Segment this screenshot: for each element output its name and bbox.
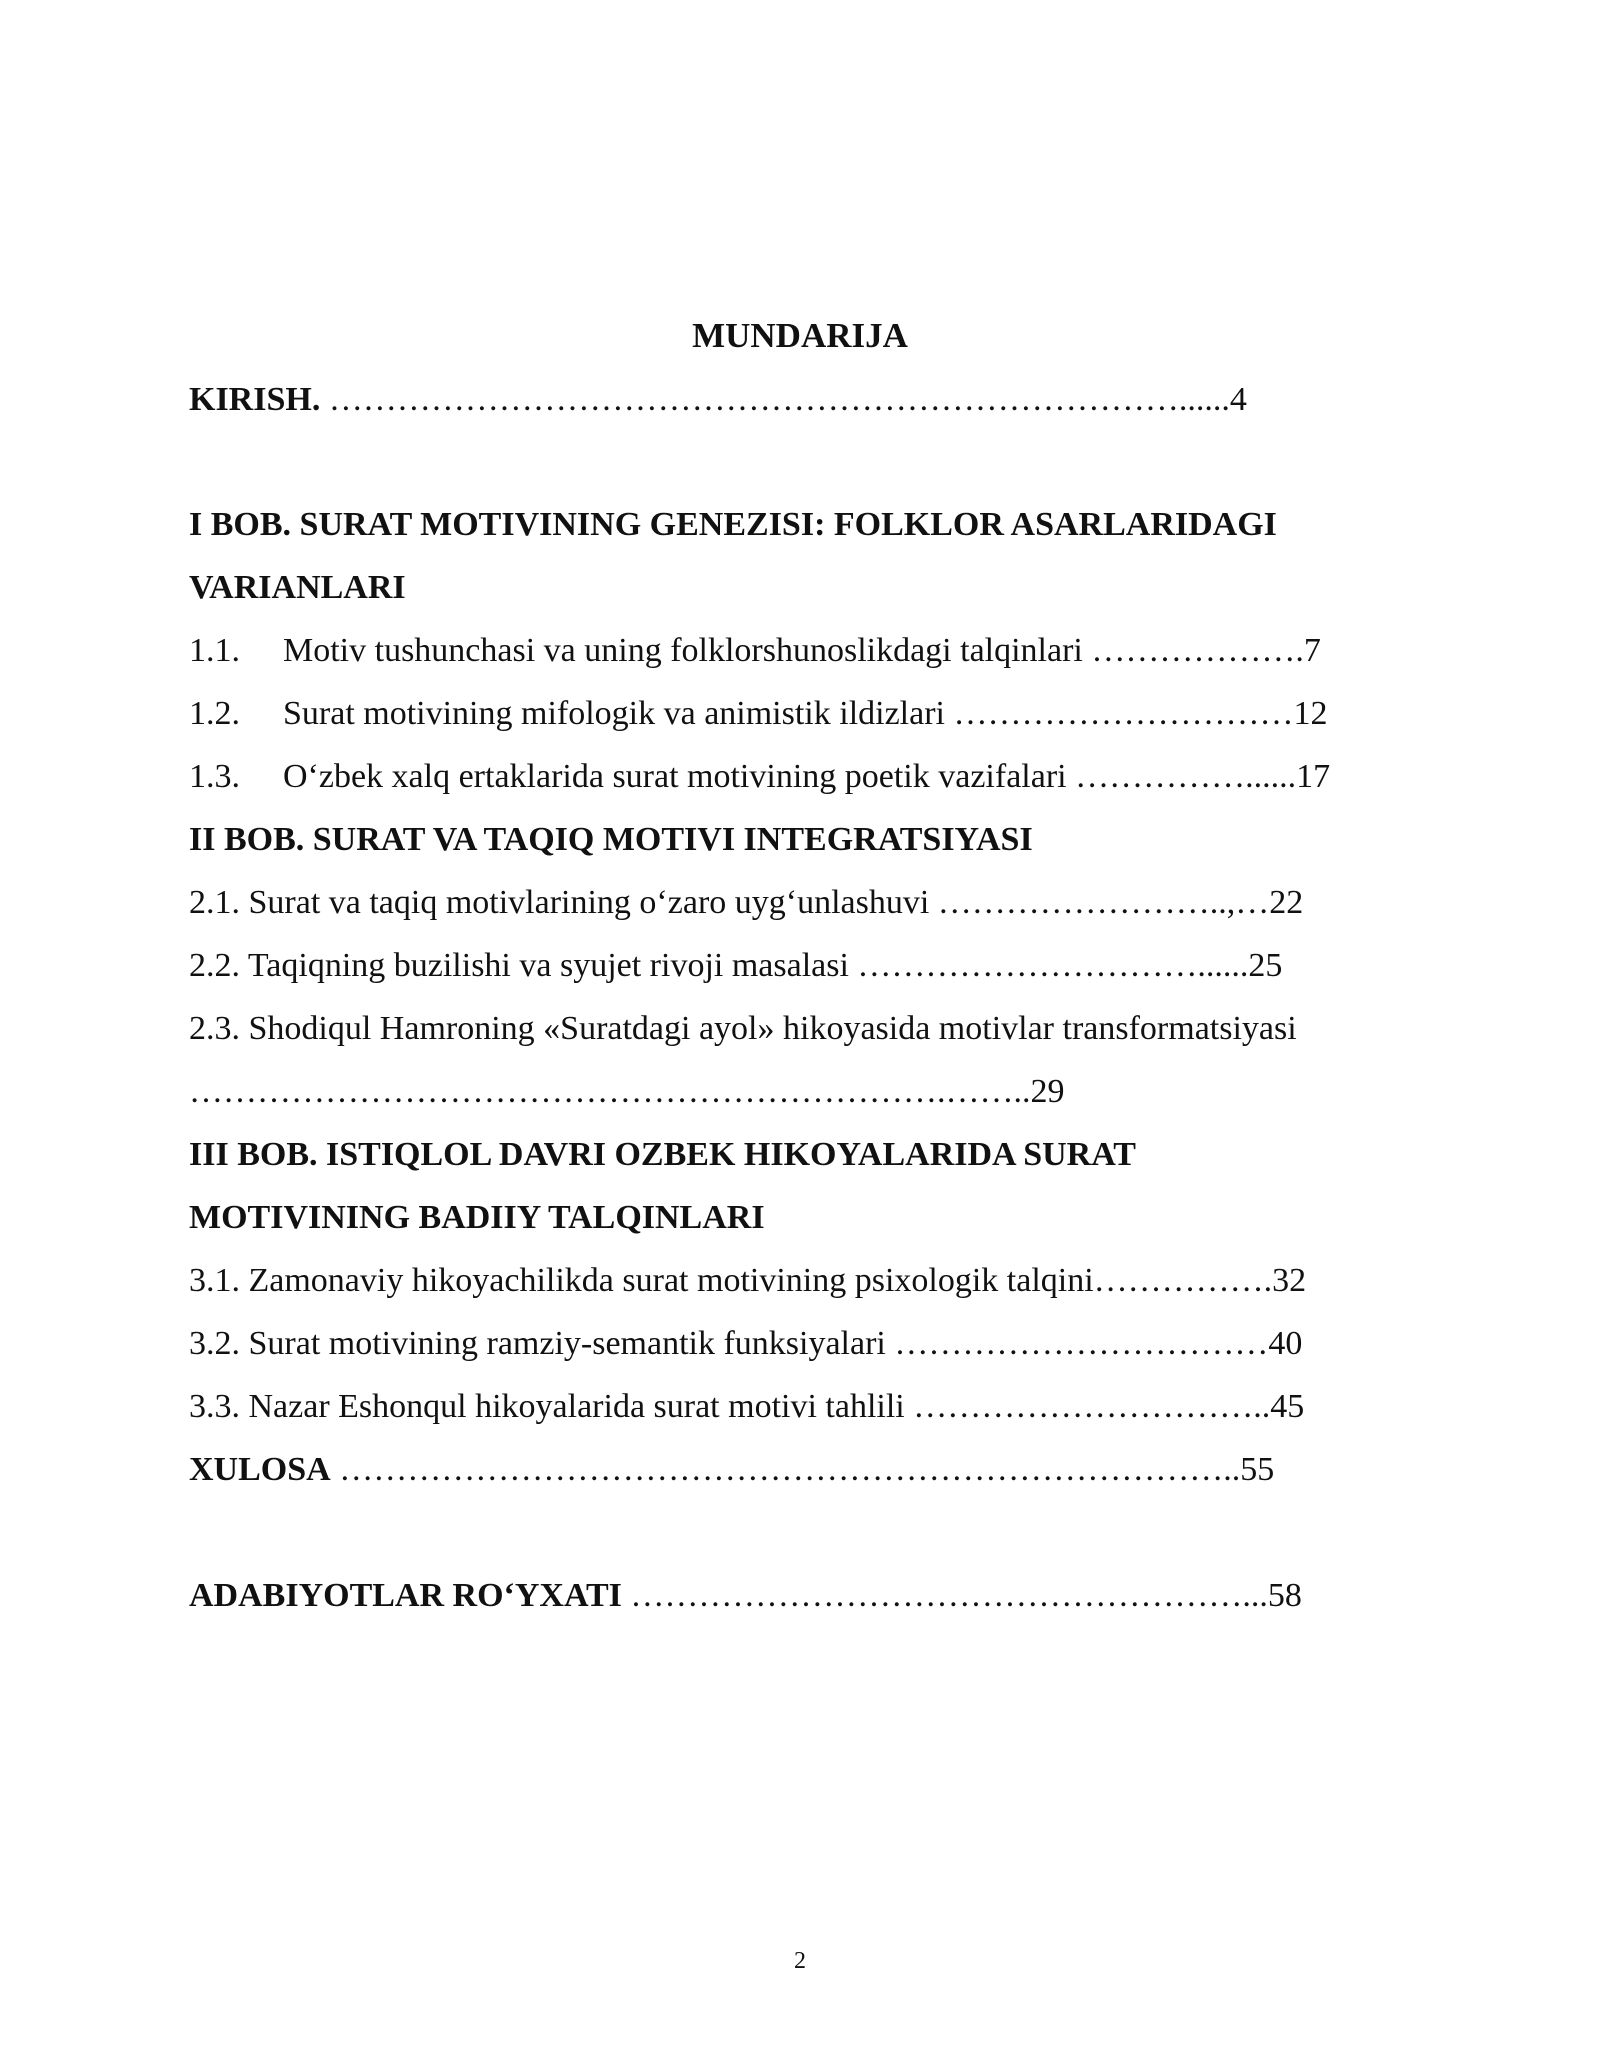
page-number: 2 bbox=[794, 1948, 806, 1974]
toc-entry-1-1 bbox=[189, 629, 1321, 673]
toc-leader: ……………………………………………………………………..55 bbox=[330, 1451, 1275, 1488]
toc-entry-adabiyotlar bbox=[189, 1574, 1302, 1618]
toc-text: Motiv tushunchasi va uning folklorshunoslikdagi talqinlari ……………….7 bbox=[283, 632, 1321, 669]
toc-entry-3-2: 3.2. Surat motivining ramziy-semantik funksiyalari ……………………………40 bbox=[189, 1325, 1303, 1362]
toc-entry-kirish bbox=[189, 378, 1247, 422]
toc-number: 1.1. bbox=[189, 632, 240, 669]
toc-number: 1.3. bbox=[189, 758, 240, 795]
toc-text: O‘zbek xalq ertaklarida surat motivining poetik vazifalari ……………......17 bbox=[283, 758, 1331, 795]
toc-leader: …………………………………………………………………......4 bbox=[320, 381, 1247, 418]
toc-entry-2-2: 2.2. Taqiqning buzilishi va syujet rivoji masalasi …………………………......25 bbox=[189, 947, 1283, 984]
toc-entry-3-1: 3.1. Zamonaviy hikoyachilikda surat motivining psixologik talqini…………….32 bbox=[189, 1262, 1307, 1299]
toc-chapter-3-line-1: III BOB. ISTIQLOL DAVRI OZBEK HIKOYALARIDA SURAT bbox=[189, 1136, 1136, 1173]
toc-number: 1.2. bbox=[189, 695, 240, 732]
toc-chapter-1-line-2: VARIANLARI bbox=[189, 569, 406, 606]
toc-entry-1-3 bbox=[189, 755, 1330, 799]
page-title: MUNDARIJA bbox=[692, 316, 908, 355]
toc-entry-2-3-line-1: 2.3. Shodiqul Hamroning «Suratdagi ayol» hikoyasida motivlar transformatsiyasi bbox=[189, 1010, 1297, 1047]
toc-chapter-3-line-2: MOTIVINING BADIIY TALQINLARI bbox=[189, 1199, 765, 1236]
toc-label: KIRISH. bbox=[189, 381, 321, 418]
toc-entry-3-3: 3.3. Nazar Eshonqul hikoyalarida surat motivi tahlili …………………………..45 bbox=[189, 1388, 1305, 1425]
toc-entry-2-1: 2.1. Surat va taqiq motivlarining o‘zaro uyg‘unlashuvi ……………………..,…22 bbox=[189, 884, 1304, 921]
toc-label: XULOSA bbox=[189, 1451, 331, 1488]
toc-chapter-1-line-1: I BOB. SURAT MOTIVINING GENEZISI: FOLKLOR ASARLARIDAGI bbox=[189, 506, 1277, 543]
toc-chapter-2: II BOB. SURAT VA TAQIQ MOTIVI INTEGRATSIYASI bbox=[189, 821, 1033, 858]
toc-label: ADABIYOTLAR RO‘YXATI bbox=[189, 1577, 622, 1614]
toc-entry-1-2 bbox=[189, 692, 1328, 736]
toc-entry-2-3-line-2: ………………………………………………………….……..29 bbox=[189, 1073, 1065, 1110]
toc-leader: ………………………………………………...58 bbox=[621, 1577, 1302, 1614]
toc-text: Surat motivining mifologik va animistik ildizlari …………………………12 bbox=[283, 695, 1328, 732]
toc-entry-xulosa bbox=[189, 1448, 1274, 1492]
